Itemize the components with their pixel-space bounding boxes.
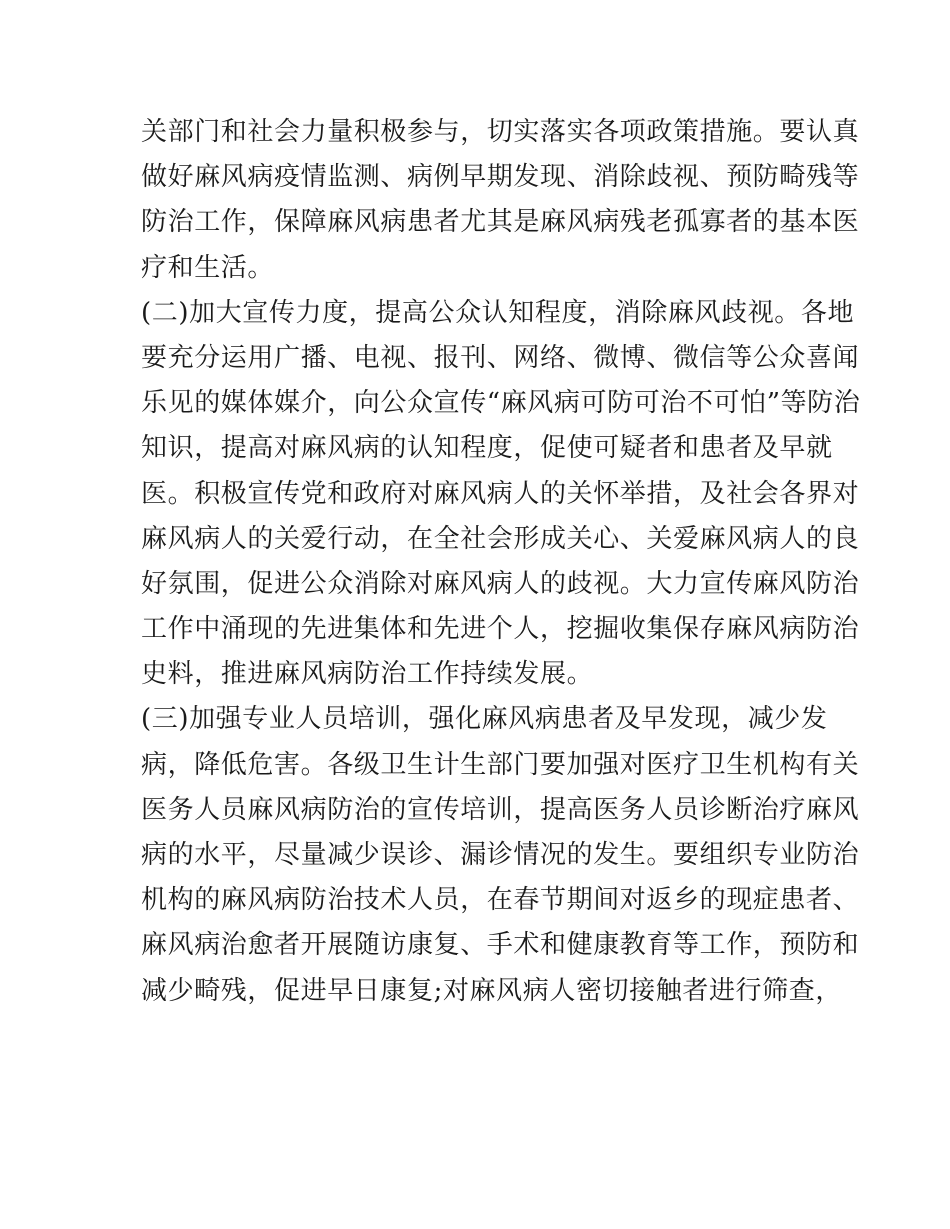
text-line: 麻风病人的关爱行动，在全社会形成关心、关爱麻风病人的良 [141,523,860,554]
text-line: 病的水平，尽量减少误诊、漏诊情况的发生。要组织专业防治 [141,840,860,870]
text-line: 医。积极宣传党和政府对麻风病人的关怀举措，及社会各界对 [141,478,860,509]
text-line: 机构的麻风病防治技术人员，在春节期间对返乡的现症患者、 [141,885,860,916]
section-heading-line: (三)加强专业人员培训，强化麻风病患者及早发现，减少发 [141,704,828,735]
section-heading-line: (二)加大宣传力度，提高公众认知程度，消除麻风歧视。各地 [141,297,855,328]
text-line: 防治工作，保障麻风病患者尤其是麻风病残老孤寡者的基本医 [141,207,860,238]
text-line: 知识，提高对麻风病的认知程度，促使可疑者和患者及早就 [141,433,833,464]
text-line: 史料，推进麻风病防治工作持续发展。 [141,659,594,690]
text-line: 关部门和社会力量积极参与，切实落实各项政策措施。要认真 [141,117,860,147]
text-line: 减少畸残，促进早日康复;对麻风病人密切接触者进行筛查， [141,975,842,1006]
text-line: 疗和生活。 [141,252,275,283]
body-text [141,110,861,1014]
text-line: 医务人员麻风病防治的宣传培训，提高医务人员诊断治疗麻风 [141,794,860,825]
text-line: 工作中涌现的先进集体和先进个人，挖掘收集保存麻风病防治 [141,614,860,645]
text-line: 好氛围，促进公众消除对麻风病人的歧视。大力宣传麻风防治 [141,568,860,599]
text-line: 乐见的媒体媒介，向公众宣传“麻风病可防可治不可怕”等防治 [141,388,861,419]
text-line: 做好麻风病疫情监测、病例早期发现、消除歧视、预防畸残等 [141,162,860,193]
text-line: 病，降低危害。各级卫生计生部门要加强对医疗卫生机构有关 [141,749,860,780]
text-line: 麻风病治愈者开展随访康复、手术和健康教育等工作，预防和 [141,930,860,961]
text-line: 要充分运用广播、电视、报刊、网络、微博、微信等公众喜闻 [141,342,860,373]
